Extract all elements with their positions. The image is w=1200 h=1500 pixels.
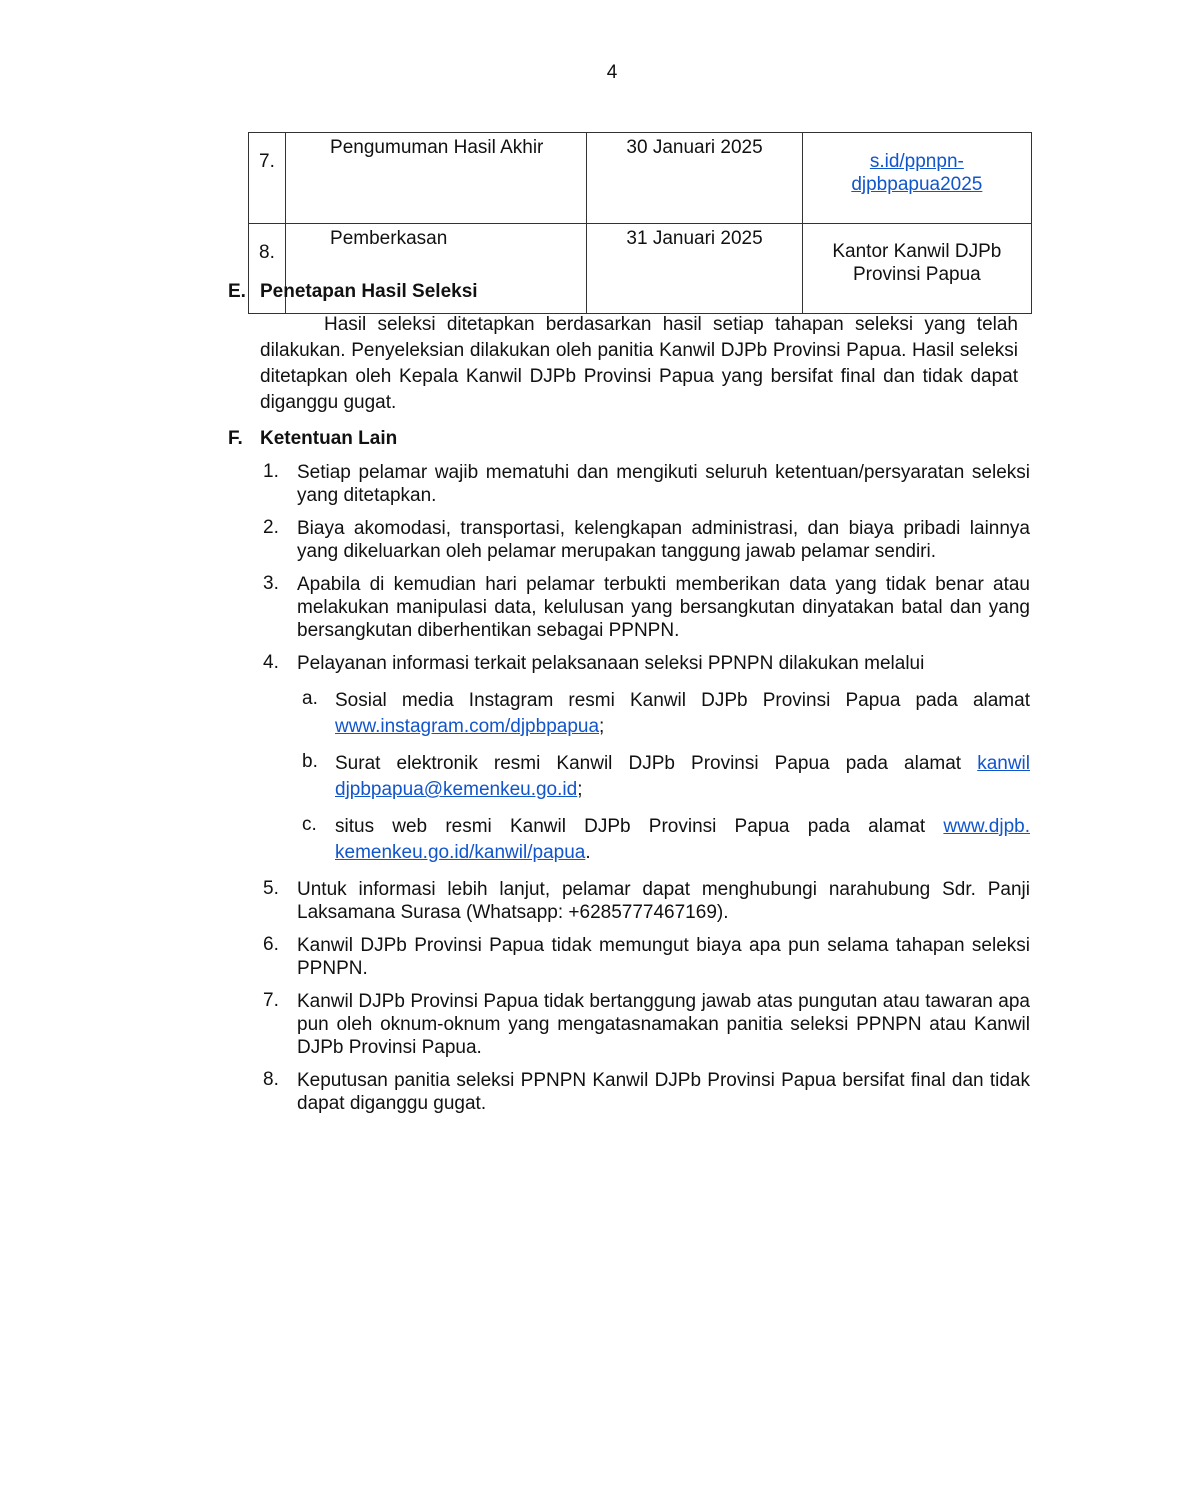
list-item — [260, 461, 1030, 507]
sub-item-text: Sosial media Instagram resmi Kanwil DJPb Provinsi Papua pada alamat www.instagram.com/djpbpapua; — [335, 690, 1030, 737]
list-item — [260, 517, 1030, 563]
item-text: Untuk informasi lebih lanjut, pelamar dapat menghubungi narahubung Sdr. Panji Laksamana Surasa (Whatsapp: +6285777467169). — [297, 879, 1030, 923]
item-text: Pelayanan informasi terkait pelaksanaan seleksi PPNPN dilakukan melalui — [297, 653, 925, 674]
sub-item-text: situs web resmi Kanwil DJPb Provinsi Papua pada alamat www.djpb. kemenkeu.go.id/kanwil/papua. — [335, 816, 1030, 863]
activity-cell: Pemberkasan — [286, 224, 587, 314]
list-item — [260, 934, 1030, 980]
section-e-paragraph: Hasil seleksi ditetapkan berdasarkan hasil setiap tahapan seleksi yang telah dilakukan. Penyeleksian dilakukan oleh panitia Kanwil DJPb Provinsi Papua. Hasil seleksi ditetapkan oleh Kepala Kanwil DJPb Provinsi Papua yang bersifat final dan tidak dapat diganggu gugat. — [260, 314, 1018, 413]
sub-item-letter: c. — [302, 814, 317, 835]
list-item — [260, 573, 1030, 642]
place-cell — [802, 133, 1031, 224]
item-number: 5. — [263, 878, 279, 899]
website-link[interactable]: www.djpb. — [943, 816, 1030, 837]
email-link[interactable]: kanwil — [977, 753, 1030, 774]
list-item — [260, 990, 1030, 1059]
row-number: 7. — [249, 133, 286, 224]
sub-item-letter: b. — [302, 751, 318, 772]
item-number: 6. — [263, 934, 279, 955]
row-number: 8. — [249, 224, 286, 314]
item-number: 7. — [263, 990, 279, 1011]
item-number: 1. — [263, 461, 279, 482]
result-link[interactable]: s.id/ppnpn- djpbpapua2025 — [851, 151, 983, 195]
item-number: 8. — [263, 1069, 279, 1090]
table-row — [249, 133, 1032, 224]
sub-item — [300, 751, 1030, 803]
section-letter: F. — [228, 428, 243, 449]
item-number: 3. — [263, 573, 279, 594]
page-number: 4 — [606, 62, 618, 83]
list-item — [260, 652, 1030, 675]
item-text: Kanwil DJPb Provinsi Papua tidak memungut biaya apa pun selama tahapan seleksi PPNPN. — [297, 935, 1030, 979]
place-cell: Kantor Kanwil DJPb Provinsi Papua — [802, 224, 1031, 314]
list-item — [260, 878, 1030, 924]
activity-cell: Pengumuman Hasil Akhir — [286, 133, 587, 224]
sub-item — [300, 814, 1030, 866]
item-text: Keputusan panitia seleksi PPNPN Kanwil DJPb Provinsi Papua bersifat final dan tidak dapat diganggu gugat. — [297, 1070, 1030, 1114]
date-cell: 30 Januari 2025 — [587, 133, 802, 224]
sub-item-text: Surat elektronik resmi Kanwil DJPb Provinsi Papua pada alamat kanwil djpbpapua@kemenkeu.go.id; — [335, 753, 1030, 800]
website-link-continued[interactable]: kemenkeu.go.id/kanwil/papua — [335, 842, 586, 863]
email-link-continued[interactable]: djpbpapua@kemenkeu.go.id — [335, 779, 578, 800]
item-text: Apabila di kemudian hari pelamar terbukti memberikan data yang tidak benar atau melakukan manipulasi data, kelulusan yang bersangkutan dinyatakan batal dan yang bersangkutan diberhentikan sebagai PPNPN. — [297, 574, 1030, 641]
item-text: Biaya akomodasi, transportasi, kelengkapan administrasi, dan biaya pribadi lainnya yang dikeluarkan oleh pelamar merupakan tanggung jawab pelamar sendiri. — [297, 518, 1030, 562]
item-number: 4. — [263, 652, 279, 673]
item-text: Setiap pelamar wajib mematuhi dan mengikuti seluruh ketentuan/persyaratan seleksi yang ditetapkan. — [297, 462, 1030, 506]
sub-item-letter: a. — [302, 688, 318, 709]
item-text: Kanwil DJPb Provinsi Papua tidak bertanggung jawab atas pungutan atau tawaran apa pun oleh oknum-oknum yang mengatasnamakan panitia seleksi PPNPN atau Kanwil DJPb Provinsi Papua. — [297, 991, 1030, 1058]
item-number: 2. — [263, 517, 279, 538]
section-letter: E. — [228, 281, 246, 302]
section-title: Ketentuan Lain — [260, 428, 398, 449]
date-cell: 31 Januari 2025 — [587, 224, 802, 314]
section-title: Penetapan Hasil Seleksi — [260, 281, 478, 302]
instagram-link[interactable]: www.instagram.com/djpbpapua — [335, 716, 600, 737]
sub-item — [300, 688, 1030, 740]
list-item — [260, 1069, 1030, 1115]
